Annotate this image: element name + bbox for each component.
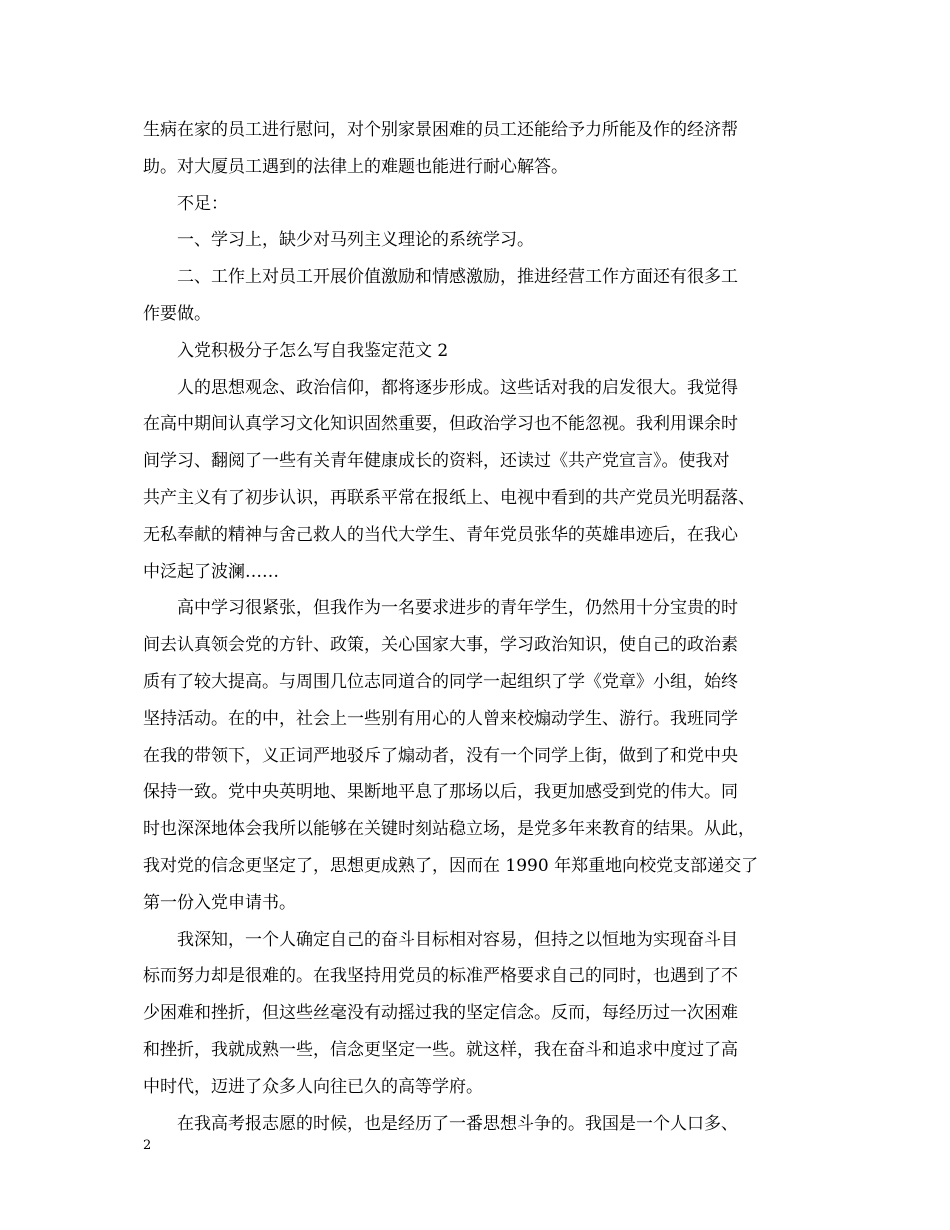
text-line: 作要做。 xyxy=(143,303,211,324)
text-line: 无私奉献的精神与舍己救人的当代大学生、青年党员张华的英雄串迹后，在我心 xyxy=(143,524,738,545)
text-line: 共产主义有了初步认识，再联系平常在报纸上、电视中看到的共产党员光明磊落、 xyxy=(143,487,755,508)
text-line: 和挫折，我就成熟一些，信念更坚定一些。就这样，我在奋斗和追求中度过了高 xyxy=(143,1039,738,1060)
text-line: 标而努力却是很难的。在我坚持用党员的标准严格要求自己的同时，也遇到了不 xyxy=(143,966,738,987)
text-line: 第一份入党申请书。 xyxy=(143,892,296,913)
text-line: 中时代，迈进了众多人向往已久的高等学府。 xyxy=(143,1076,483,1097)
text-line: 时也深深地体会我所以能够在关键时刻站稳立场，是党多年来教育的结果。从此， xyxy=(143,819,755,840)
text-line: 人的思想观念、政治信仰，都将逐步形成。这些话对我的启发很大。我觉得 xyxy=(177,377,738,398)
text-line: 高中学习很紧张，但我作为一名要求进步的青年学生，仍然用十分宝贵的时 xyxy=(177,598,738,619)
text-line: 中泛起了波澜…… xyxy=(143,561,279,582)
text-line: 在我高考报志愿的时候，也是经历了一番思想斗争的。我国是一个人口多、 xyxy=(177,1113,738,1134)
page-number: 2 xyxy=(143,1138,152,1153)
text-line: 一、学习上，缺少对马列主义理论的系统学习。 xyxy=(177,230,534,251)
section-title: 入党积极分子怎么写自我鉴定范文 2 xyxy=(177,340,449,361)
text-line: 质有了较大提高。与周围几位志同道合的同学一起组织了学《党章》小组，始终 xyxy=(143,671,738,692)
text-line: 在我的带领下，义正词严地驳斥了煽动者，没有一个同学上街，做到了和党中央 xyxy=(143,745,738,766)
text-line: 保持一致。党中央英明地、果断地平息了那场以后，我更加感受到党的伟大。同 xyxy=(143,782,738,803)
text-line: 间去认真领会党的方针、政策，关心国家大事，学习政治知识，使自己的政治素 xyxy=(143,635,738,656)
text-line: 助。对大厦员工遇到的法律上的难题也能进行耐心解答。 xyxy=(143,156,568,177)
text-line: 生病在家的员工进行慰问，对个别家景困难的员工还能给予力所能及作的经济帮 xyxy=(143,120,738,140)
text-line: 在高中期间认真学习文化知识固然重要，但政治学习也不能忽视。我利用课余时 xyxy=(143,414,738,435)
text-line: 我对党的信念更坚定了，思想更成熟了，因而在 1990 年郑重地向校党支部递交了 xyxy=(143,855,759,876)
section-heading-shortcomings: 不足： xyxy=(177,193,228,214)
text-line: 间学习、翻阅了一些有关青年健康成长的资料，还读过《共产党宣言》。使我对 xyxy=(143,451,730,472)
text-line: 坚持活动。在的中，社会上一些别有用心的人曾来校煽动学生、游行。我班同学 xyxy=(143,708,738,729)
document-body xyxy=(143,112,811,1142)
text-line: 我深知，一个人确定自己的奋斗目标相对容易，但持之以恒地为实现奋斗目 xyxy=(177,929,738,950)
text-line: 二、工作上对员工开展价值激励和情感激励，推进经营工作方面还有很多工 xyxy=(177,267,738,288)
text-line: 少困难和挫折，但这些丝毫没有动摇过我的坚定信念。反而，每经历过一次困难 xyxy=(143,1003,738,1024)
